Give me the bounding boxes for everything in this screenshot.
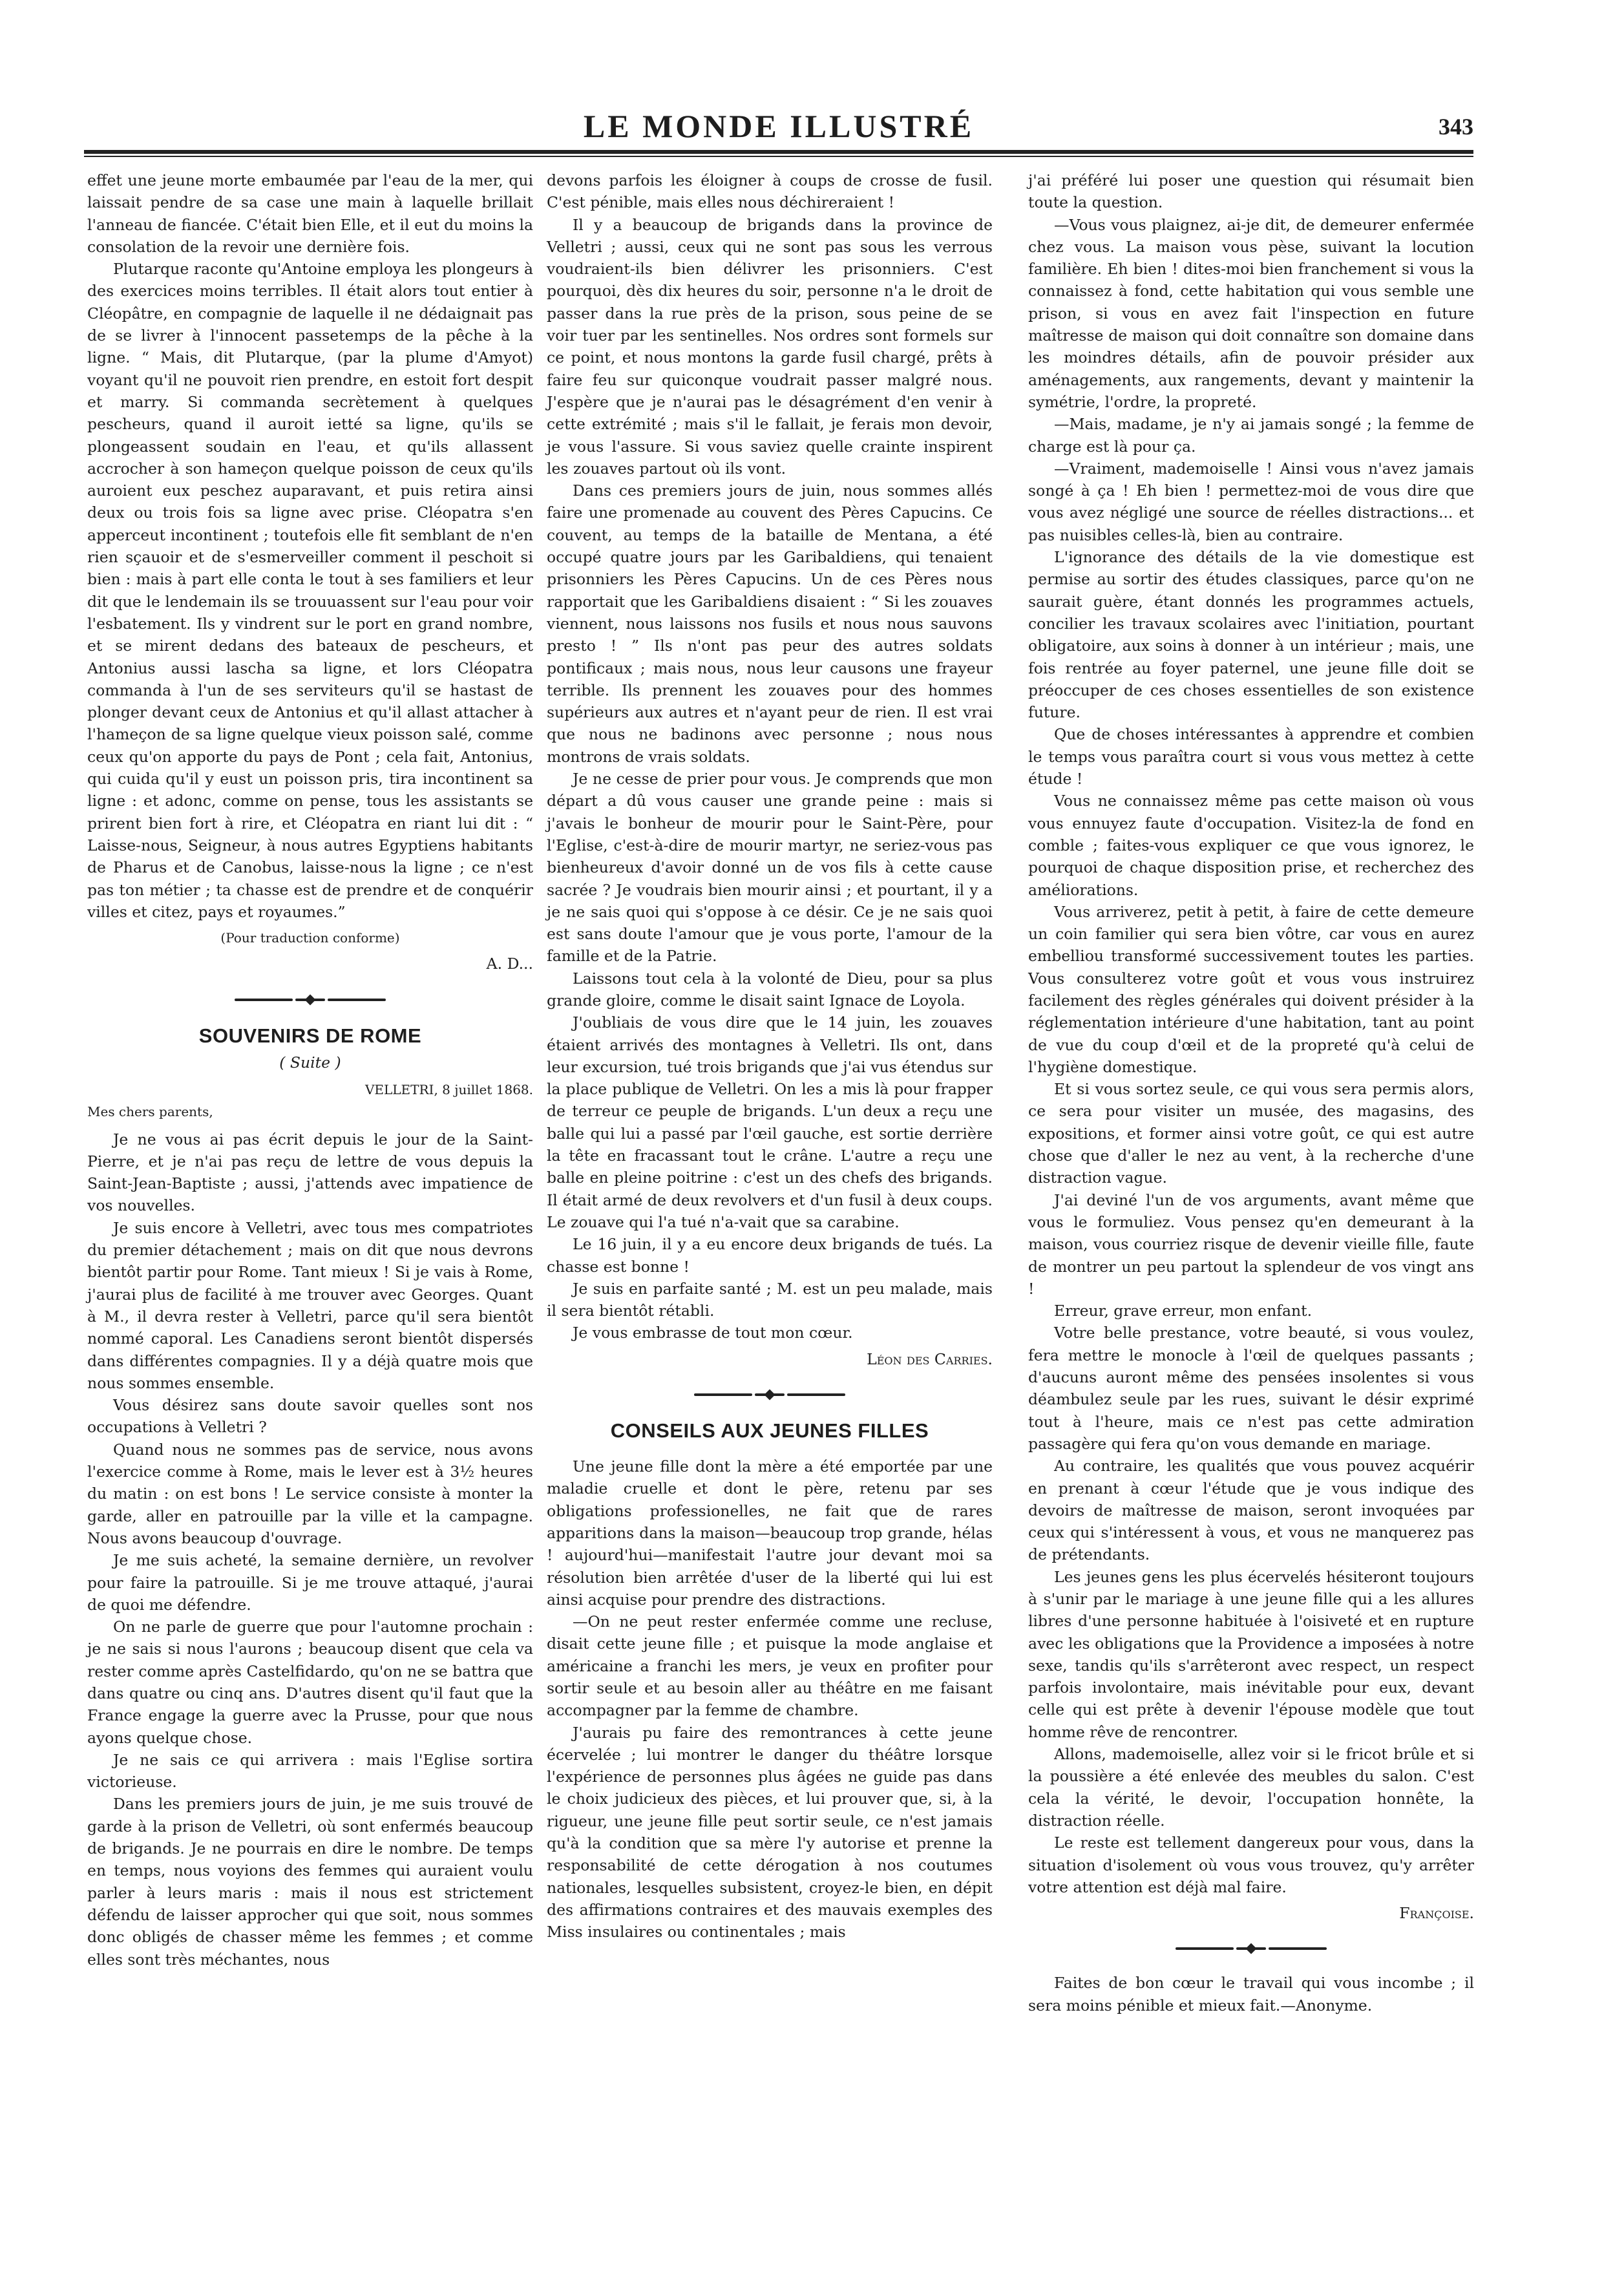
article-subtitle: ( Suite ) (279, 1053, 341, 1072)
paragraph: Vous ne connaissez même pas cette maison où vous vous ennuyez faute d'occupation. Visitez-la de fond en comble ; faites-vous expliquer ce que vous ignorez, le pourquoi de chaque disposition prise, et recherchez des améliorations. (1028, 792, 1474, 899)
maxim: Faites de bon cœur le travail qui vous incombe ; il sera moins pénible et mieux fait.—Anonyme. (1028, 1974, 1474, 2015)
paragraph: —On ne peut rester enfermée comme une recluse, disait cette jeune fille ; et puisque la mode anglaise et américaine a franchi les mers, je veux en profiter pour sortir seule et au besoin aller au théâtre en me faisant accompagner par la femme de chambre. (547, 1613, 993, 1720)
paragraph: J'oubliais de vous dire que le 14 juin, les zouaves étaient arrivés des montagnes à Velletri. Ils ont, dans leur excursion, tué trois brigands que j'ai vus étendus sur la place publique de Velletri. On les a mis là pour frapper de terreur ce peuple de brigands. L'un deux a reçu une balle qui lui a passé par l'œil gauche, est sortie derrière la tête en fracassant tout le crâne. L'autre a reçu une balle en pleine poitrine : c'est un des chefs des brigands. Il était armé de deux revolvers et d'un fusil à deux coups. Le zouave qui l'a tué n'a-vait que sa carabine. (547, 1013, 993, 1231)
paragraph: Le reste est tellement dangereux pour vous, dans la situation d'isolement où vous vous trouvez, qu'y arrêter votre attention est déjà mal faire. (1028, 1834, 1474, 1896)
paragraph: effet une jeune morte embaumée par l'eau de la mer, qui laissait pendre de sa case une main à laquelle brillait l'anneau de fiancée. C'était bien Elle, et il eut du moins la consolation de la revoir une dernière fois. (87, 171, 533, 256)
paragraph: J'aurais pu faire des remontrances à cette jeune écervelée ; lui montrer le danger du théâtre lorsque l'expérience de personnes plus âgées ne guide pas dans le choix judicieux des pièces, et lui prouver que, si, à la rigueur, une jeune fille peut sortir seule, ce n'est jamais qu'à la condition que sa mère l'y autorise et prenne la responsabilité de cette dérogation à nos coutumes nationales, lesquelles subsistent, croyez-le bien, en dépit des affirmations contraires et des mauvais exemples des Miss insulaires ou continentales ; mais (547, 1723, 993, 1941)
masthead: LE MONDE ILLUSTRÉ (583, 108, 975, 144)
paragraph: Quand nous ne sommes pas de service, nous avons l'exercice comme à Rome, mais le lever est à 3½ heures du matin : on est bons ! Le service consiste à monter la garde, aller en patrouille par la ville et la campagne. Nous avons beaucoup d'ouvrage. (87, 1440, 533, 1547)
paragraph: Laissons tout cela à la volonté de Dieu, pour sa plus grande gloire, comme le disait saint Ignace de Loyola. (547, 969, 993, 1010)
paragraph: Je vous embrasse de tout mon cœur. (573, 1324, 853, 1342)
paragraph: Plutarque raconte qu'Antoine employa les plongeurs à des exercices moins terribles. Il était alors tout entier à Cléopâtre, en compagnie de laquelle il ne dédaignait pas de se livrer à l'innocent passetemps de la pêche à la ligne. “ Mais, dit Plutarque, (par la plume d'Amyot) voyant qu'il ne pouvoit rien prendre, en estoit fort despit et marry. Si commanda secrètement à quelques pescheurs, quand il auroit ietté sa ligne, qu'ils se plongeassent soudain en l'eau, et qu'ils allassent accrocher à son hameçon quelque poisson de ceux qu'ils auroient eux peschez auparavant, et puis retira ainsi deux ou trois fois sa ligne avec prise. Cléopatra s'en apperceut incontinent ; toutefois elle fit semblant de n'en rien sçauoir et de s'esmerveiller comment il peschoit si bien : mais à part elle conta le tout à ses familiers et leur dit que le lendemain ils se trouuassent sur l'eau pour voir l'esbatement. Ils y vindrent sur le port en grand nombre, et se mirent dedans des bateaux de pescheurs, et Antonius aussi lascha sa ligne, et lors Cléopatra commanda à l'un de ses serviteurs qu'il se hastast de plonger devant ceux de Antonius et qu'il allast attacher à l'hameçon de sa ligne quelque vieux poisson salé, comme ceux qu'on apporte du pays de Pont ; cela fait, Antonius, qui cuida qu'il y eust un poisson pris, tira incontinent sa ligne : et adonc, comme on pense, tous les assistants se prirent bien fort à rire, et Cléopatra en riant lui dit : “ Laisse-nous, Seigneur, à nous autres Egyptiens habitants de Pharus et de Canobus, laisse-nous la ligne ; ce n'est pas ton métier ; ta chasse est de prendre et de conquérir villes et citez, pays et royaumes.” (87, 260, 533, 921)
paragraph: J'ai deviné l'un de vos arguments, avant même que vous le formuliez. Vous pensez qu'en demeurant à la maison, vous courriez risque de devenir vieille fille, faute de montrer un peu partout la splendeur de vos vingt ans ! (1028, 1190, 1474, 1298)
paragraph: Vous désirez sans doute savoir quelles sont nos occupations à Velletri ? (87, 1396, 533, 1437)
paragraph: —Vous vous plaignez, ai-je dit, de demeurer enfermée chez vous. La maison vous pèse, suivant la locution familière. Eh bien ! dites-moi bien franchement si vous la connaissez à fond, cette habitation qui vous semble une prison, si vous en avez fait l'inspection en future maîtresse de maison qui doit connaître son domaine dans les moindres détails, afin de pouvoir présider aux aménagements, aux rangements, devant y maintenir la symétrie, l'ordre, la propreté. (1028, 215, 1474, 411)
article-title: CONSEILS AUX JEUNES FILLES (610, 1419, 929, 1443)
paragraph: Une jeune fille dont la mère a été emportée par une maladie cruelle et dont le père, retenu par ses obligations professionelles, ne fait que de rares apparitions dans la maison—beaucoup trop grande, hélas ! aujourd'hui—manifestait l'autre jour devant moi sa résolution bien arrêtée d'user de la liberté qui lui est ainsi acquise pour prendre des distractions. (547, 1457, 993, 1609)
page-header (84, 110, 1473, 142)
paragraph: Je ne vous ai pas écrit depuis le jour de la Saint-Pierre, et je n'ai pas reçu de lettre de vous depuis la Saint-Jean-Baptiste ; aussi, j'attends avec impatience de vos nouvelles. (87, 1130, 533, 1215)
paragraph: Et si vous sortez seule, ce qui vous sera permis alors, ce sera pour visiter un musée, des magasins, des expositions, et former ainsi votre goût, ce qui est autre chose que d'aller le nez au vent, à la recherche d'une distraction vague. (1028, 1080, 1474, 1187)
paragraph: Il y a beaucoup de brigands dans la province de Velletri ; aussi, ceux qui ne sont pas sous les verrous voudraient-ils bien délivrer les prisonniers. C'est pourquoi, dès dix heures du soir, personne n'a le droit de passer dans la rue près de la prison, sous peine de se voir tuer par les sentinelles. Nos ordres sont formels sur ce point, et nous montons la garde fusil chargé, prêts à faire feu sur quiconque voudrait passer malgré nous. J'espère que je n'aurai pas le désagrément d'en venir à cette extrémité ; mais s'il le fallait, je ferais mon devoir, je vous l'assure. Si vous saviez quelle crainte inspirent les zouaves partout où ils vont. (547, 215, 993, 478)
translation-note: (Pour traduction conforme) (220, 930, 400, 946)
ornament-divider (547, 1388, 993, 1401)
salutation: Mes chers parents, (87, 1104, 213, 1120)
ornament-divider (1028, 1942, 1474, 1955)
dateline: VELLETRI, 8 juillet 1868. (364, 1081, 533, 1097)
paragraph: devons parfois les éloigner à coups de crosse de fusil. C'est pénible, mais elles nous déchireraient ! (547, 171, 993, 212)
signature: A. D... (486, 955, 533, 973)
paragraph: Allons, mademoiselle, allez voir si le fricot brûle et si la poussière a été enlevée des meubles du salon. C'est cela la vérité, le devoir, l'occupation honnête, la distraction réelle. (1028, 1745, 1474, 1830)
paragraph: Je suis en parfaite santé ; M. est un peu malade, mais il sera bientôt rétabli. (547, 1279, 993, 1320)
paragraph: Je ne cesse de prier pour vous. Je comprends que mon départ a dû vous causer une grande peine : mais si j'avais le bonheur de mourir pour le Saint-Père, pour l'Eglise, c'est-à-dire de mourir martyr, ne seriez-vous pas bienheureux d'avoir donné un de vos fils à cette cause sacrée ? Je voudrais bien mourir ainsi ; et pourtant, il y a je ne sais quoi qui s'oppose à ce désir. Ce je ne sais quoi est sans doute l'amour que je vous porte, l'amour de la famille et de la Patrie. (547, 770, 993, 966)
paragraph: Dans les premiers jours de juin, je me suis trouvé de garde à la prison de Velletri, où sont enfermés beaucoup de brigands. Je ne pourrais en dire le nombre. De temps en temps, nous voyions des femmes qui auraient voulu parler à leurs maris : mais il nous est strictement défendu de laisser approcher qui que soit, nous sommes donc obligés de chasser même les femmes ; et comme elles sont très méchantes, nous (87, 1795, 533, 1969)
paragraph: Erreur, grave erreur, mon enfant. (1054, 1302, 1313, 1320)
paragraph: Les jeunes gens les plus écervelés hésiteront toujours à s'unir par le mariage à une jeune fille qui a les allures libres d'une personne habituée à l'oisiveté et en rupture avec les obligations que la Providence a imposées à notre sexe, tandis qu'ils s'arrêteront avec respect, un respect parfois involontaire, mais inévitable pour eux, devant celle qui est prête à devenir l'épouse modèle que tout homme rêve de rencontrer. (1028, 1567, 1474, 1741)
paragraph: —Mais, madame, je n'y ai jamais songé ; la femme de charge est là pour ça. (1028, 415, 1474, 456)
article-title: SOUVENIRS DE ROME (198, 1024, 422, 1047)
paragraph: Je ne sais ce qui arrivera : mais l'Eglise sortira victorieuse. (87, 1750, 533, 1792)
paragraph: Votre belle prestance, votre beauté, si vous voulez, fera mettre le monocle à l'œil de quelques passants ; d'aucuns auront même des pensées insolentes si vous déambulez seule par les rues, suivant le désir exprimé tout à l'heure, mais ce n'est pas cette admiration passagère qui fera qu'on vous demande en mariage. (1028, 1324, 1474, 1453)
page-number: 343 (1439, 114, 1473, 140)
column-3 (1028, 169, 1474, 2016)
paragraph: On ne parle de guerre que pour l'automne prochain : je ne sais si nous l'aurons ; beaucoup disent que cela va rester comme après Castelfidardo, qu'on ne se battra que dans quatre ou cinq ans. D'autres disent qu'il faut que la France engage la guerre avec la Prusse, pour que nous ayons quelque chose. (87, 1618, 533, 1747)
paragraph: Je suis encore à Velletri, avec tous mes compatriotes du premier détachement ; mais on dit que nous devrons bientôt partir pour Rome. Tant mieux ! Si je vais à Rome, j'aurai plus de facilité à me trouver avec Georges. Quant à M., il devra rester à Velletri, parce qu'il sera bientôt nommé caporal. Les Canadiens seront bientôt dispersés dans différentes compagnies. Il y a déjà quatre mois que nous sommes ensemble. (87, 1218, 533, 1392)
paragraph: Au contraire, les qualités que vous pouvez acquérir en prenant à cœur l'étude que je vous indique des devoirs de maîtresse de maison, seront invoquées par ceux qui s'intéressent à vous, et vous ne manquerez pas de prétendants. (1028, 1457, 1474, 1564)
paragraph: j'ai préféré lui poser une question qui résumait bien toute la question. (1028, 171, 1474, 212)
paragraph: —Vraiment, mademoiselle ! Ainsi vous n'avez jamais songé à ça ! Eh bien ! permettez-moi de vous dire que vous avez négligé une source de réelles distractions... et pas nuisibles celles-là, bien au contraire. (1028, 459, 1474, 544)
ornament-divider (87, 993, 533, 1006)
column-2 (547, 169, 993, 1943)
paragraph: Dans ces premiers jours de juin, nous sommes allés faire une promenade au couvent des Pères Capucins. Ce couvent, au temps de la bataille de Mentana, a été occupé quatre jours par les Garibaldiens, qui tenaient prisonniers les Pères Capucins. Un de ces Pères nous rapportait que les Garibaldiens disaient : “ Si les zouaves viennent, nous laissons nos fusils et nous nous sauvons presto ! ” Ils n'ont pas peur des autres soldats pontificaux ; mais nous, nous leur causons une frayeur terrible. Ils prennent les zouaves pour des hommes supérieurs aux autres et n'ayant peur de rien. Il est vrai que nous ne badinons avec personne ; nous nous montrons de vrais soldats. (547, 481, 993, 766)
paragraph: Je me suis acheté, la semaine dernière, un revolver pour faire la patrouille. Si je me trouve attaqué, j'aurai de quoi me défendre. (87, 1551, 533, 1614)
paragraph: Que de choses intéressantes à apprendre et combien le temps vous paraîtra court si vous vous mettez à cette étude ! (1028, 725, 1474, 788)
paragraph: L'ignorance des détails de la vie domestique est permise au sortir des études classiques, parce qu'on ne saurait guère, étant donnés les programmes actuels, concilier les travaux scolaires avec l'initiation, pourtant obligatoire, aux soins à donner à un intérieur ; mais, une fois rentrée au foyer paternel, une jeune fille doit se préoccuper de ces choses essentielles de son existence future. (1028, 548, 1474, 722)
signature: Léon des Carries. (867, 1349, 993, 1368)
column-1 (87, 169, 533, 1971)
signature: Françoise. (1399, 1904, 1474, 1923)
paragraph: Le 16 juin, il y a eu encore deux brigands de tués. La chasse est bonne ! (547, 1235, 993, 1276)
paragraph: Vous arriverez, petit à petit, à faire de cette demeure un coin familier qui sera bien vôtre, car vous en aurez embelliou transformé successivement toutes les parties. Vous consulterez votre goût et vous vous instruirez facilement des règles générales qui doivent présider à la réglementation intérieure d'une habitation, tant au point de vue du coup d'œil et de la propreté qu'à celui de l'hygiène domestique. (1028, 902, 1474, 1076)
header-rule (84, 150, 1473, 157)
